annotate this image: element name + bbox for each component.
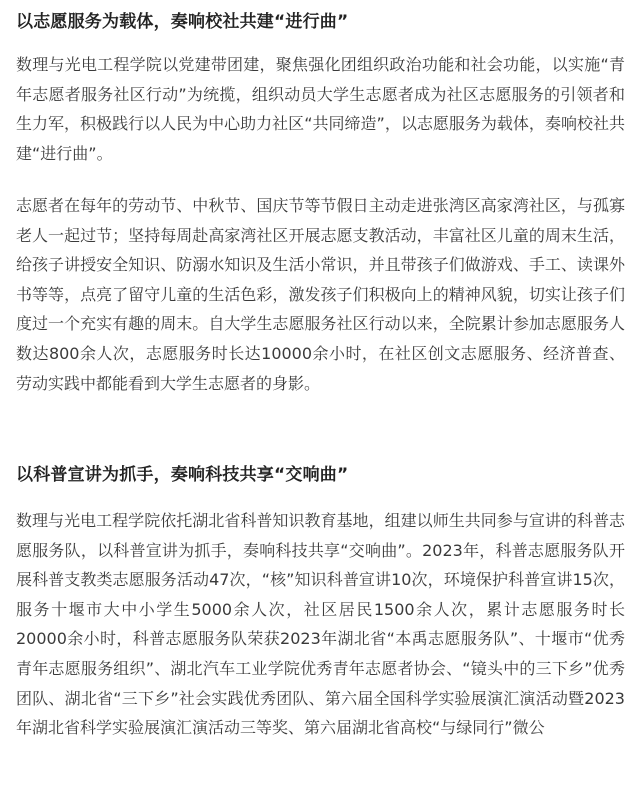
paragraph-science-outreach: 数理与光电工程学院依托湖北省科普知识教育基地，组建以师生共同参与宣讲的科普志愿服务队，以科普宣讲为抓手，奏响科技共享“交响曲”。2023年，科普志愿服务队开展科普支教类志愿服务活动47次，“核”知识科普宣讲10次，环境保护科普宣讲15次，服务十堰市大中小学生5000余人次，社区居民1500余人次，累计志愿服务时长20000余小时，科普志愿服务队荣获2023年湖北省“本禹志愿服务队”、十堰市“优秀青年志愿服务组织”、湖北汽车工业学院优秀青年志愿者协会、“镜头中的三下乡”优秀团队、湖北省“三下乡”社会实践优秀团队、第六届全国科学实验展演汇演活动暨2023年湖北省科学实验展演汇演活动三等奖、第六届湖北省高校“与绿同行”微公	[16, 511, 625, 738]
section-heading-science: 以科普宣讲为抓手，奏响科技共享“交响曲”	[16, 465, 349, 485]
section-heading-volunteer: 以志愿服务为载体，奏响校社共建“进行曲”	[16, 12, 349, 32]
paragraph-volunteer-activities: 志愿者在每年的劳动节、中秋节、国庆节等节假日主动走进张湾区高家湾社区，与孤寡老人一起过节；坚持每周赴高家湾社区开展志愿支教活动，丰富社区儿童的周末生活，给孩子讲授安全知识、防溺水知识及生活小常识，并且带孩子们做游戏、手工、读课外书等等，点亮了留守儿童的生活色彩，激发孩子们积极向上的精神风貌，切实让孩子们度过一个充实有趣的周末。自大学生志愿服务社区行动以来，全院累计参加志愿服务人数达800余人次，志愿服务时长达10000余小时，在社区创文志愿服务、经济普查、劳动实践中都能看到大学生志愿者的身影。	[16, 196, 625, 393]
paragraph-intro-volunteer: 数理与光电工程学院以党建带团建，聚焦强化团组织政治功能和社会功能，以实施“青年志愿者服务社区行动”为统揽，组织动员大学生志愿者成为社区志愿服务的引领者和生力军，积极践行以人民为中心助力社区“共同缔造”，以志愿服务为载体，奏响校社共建“进行曲”。	[16, 55, 625, 163]
